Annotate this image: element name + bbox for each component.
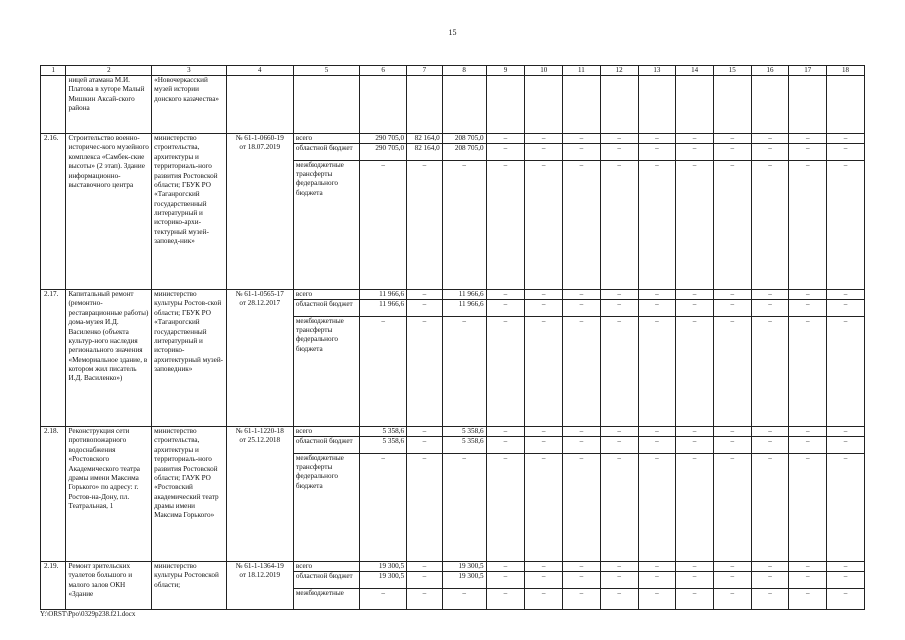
dash-value: – (676, 144, 713, 161)
amount-value: – (407, 562, 442, 572)
dash-value: – (714, 300, 751, 317)
column-number-12: 12 (600, 66, 638, 76)
year-column-18 (827, 562, 865, 610)
column-number-17: 17 (789, 66, 827, 76)
table-row (41, 427, 865, 562)
row-index: 2.18. (41, 427, 66, 562)
dash-value: – (563, 437, 600, 454)
dash-value: – (617, 588, 621, 597)
dash-value: – (487, 437, 525, 454)
amount-value: – (407, 572, 442, 589)
year-column-9 (486, 427, 525, 562)
dash-value: – (503, 588, 508, 597)
dash-value: – (752, 427, 789, 437)
page-number: 15 (448, 28, 457, 37)
year-column-9 (486, 290, 525, 427)
dash-value: – (805, 588, 810, 597)
table-row (41, 290, 865, 427)
dash-value: – (827, 144, 864, 161)
document-date: от 28.12.2017 (239, 299, 281, 308)
dash-value: – (752, 290, 789, 300)
dash-value: – (730, 316, 735, 325)
year-column-18 (827, 427, 865, 562)
amount-c8 (442, 290, 486, 427)
amount-value: – (422, 160, 427, 169)
year-column-10 (525, 290, 563, 427)
dash-value: – (789, 562, 826, 572)
funding-source: межбюджетные трансферты федерального бюджета (295, 453, 344, 490)
dash-value: – (768, 160, 772, 169)
dash-value: – (639, 572, 676, 589)
object-name: Строительство военно-историчес-кого музейного комплекса «Самбек-ские высоты» (2 этап). Здание информационно-выставочного центра (66, 134, 152, 290)
amount-c8 (442, 562, 486, 610)
dash-value: – (541, 316, 546, 325)
funding-source: всего (294, 290, 359, 300)
year-column-12 (600, 562, 638, 610)
year-column-9 (486, 134, 525, 290)
amount-value: 82 164,0 (407, 134, 442, 144)
dash-value: – (843, 316, 848, 325)
column-number-2: 2 (66, 66, 152, 76)
amount-c7 (407, 134, 443, 290)
dash-value: – (525, 427, 562, 437)
column-number-13: 13 (638, 66, 676, 76)
dash-value: – (843, 160, 848, 169)
dash-value: – (714, 290, 751, 300)
dash-value: – (487, 427, 525, 437)
dash-value: – (563, 300, 600, 317)
year-column-13 (638, 134, 676, 290)
year-column-14 (676, 562, 714, 610)
dash-value: – (601, 134, 638, 144)
dash-value: – (639, 562, 676, 572)
dash-value: – (714, 437, 751, 454)
funding-source-cell (293, 562, 359, 610)
amount-value: 5 358,6 (360, 437, 406, 454)
year-column-12 (600, 134, 638, 290)
amount-value: – (381, 453, 385, 462)
dash-value: – (655, 160, 659, 169)
year-column-10 (525, 562, 563, 610)
year-column-17 (789, 290, 827, 427)
dash-value: – (752, 562, 789, 572)
amount-value: – (462, 160, 466, 169)
column-number-3: 3 (152, 66, 226, 76)
amount-c7 (407, 562, 443, 610)
dash-value: – (487, 134, 525, 144)
funding-source: областной бюджет (294, 144, 359, 161)
continued-organization: «Новочеркасский музей истории донского казачества» (152, 76, 226, 134)
document-cell (226, 134, 293, 290)
year-column-17 (789, 427, 827, 562)
amount-value: – (407, 437, 442, 454)
dash-value: – (692, 160, 697, 169)
year-column-13 (638, 427, 676, 562)
amount-value: 5 358,6 (360, 427, 406, 437)
dash-value: – (752, 300, 789, 317)
dash-value: – (639, 290, 676, 300)
year-column-14 (676, 134, 714, 290)
document-date: от 25.12.2018 (239, 436, 281, 445)
dash-value: – (768, 316, 772, 325)
dash-value: – (676, 562, 713, 572)
year-column-15 (713, 427, 751, 562)
year-column-14 (676, 290, 714, 427)
dash-value: – (617, 453, 621, 462)
column-number-9: 9 (486, 66, 525, 76)
dash-value: – (563, 290, 600, 300)
amount-value: – (381, 588, 385, 597)
amount-c6 (360, 427, 407, 562)
dash-value: – (639, 144, 676, 161)
amount-value: – (381, 160, 385, 169)
table-row (41, 134, 865, 290)
amount-value: – (407, 290, 442, 300)
dash-value: – (714, 427, 751, 437)
dash-value: – (525, 290, 562, 300)
dash-value: – (752, 144, 789, 161)
column-number-16: 16 (751, 66, 789, 76)
year-column-16 (751, 134, 789, 290)
row-index: 2.17. (41, 290, 66, 427)
dash-value: – (676, 300, 713, 317)
column-number-11: 11 (563, 66, 601, 76)
column-number-10: 10 (525, 66, 563, 76)
column-number-row (41, 66, 865, 76)
dash-value: – (789, 144, 826, 161)
dash-value: – (563, 427, 600, 437)
dash-value: – (563, 562, 600, 572)
dash-value: – (714, 134, 751, 144)
dash-value: – (827, 562, 864, 572)
dash-value: – (655, 453, 659, 462)
document-number: № 61-1-1364-19 (235, 562, 284, 571)
dash-value: – (752, 572, 789, 589)
dash-value: – (714, 144, 751, 161)
row-index: 2.16. (41, 134, 66, 290)
dash-value: – (768, 588, 772, 597)
dash-value: – (563, 572, 600, 589)
year-column-16 (751, 562, 789, 610)
amount-value: 208 705,0 (443, 144, 486, 161)
dash-value: – (525, 134, 562, 144)
dash-value: – (617, 160, 621, 169)
dash-value: – (843, 588, 848, 597)
dash-value: – (601, 437, 638, 454)
dash-value: – (827, 290, 864, 300)
dash-value: – (503, 453, 508, 462)
dash-value: – (525, 572, 562, 589)
funding-source-cell (293, 427, 359, 562)
file-path-footer: Y:\ORST\Ppo\0329p238.f21.docx (40, 610, 136, 618)
dash-value: – (805, 160, 810, 169)
dash-value: – (676, 572, 713, 589)
dash-value: – (601, 562, 638, 572)
year-column-15 (713, 290, 751, 427)
dash-value: – (789, 300, 826, 317)
dash-value: – (563, 134, 600, 144)
dash-value: – (525, 437, 562, 454)
responsible-organization: министерство культуры Ростов-ской области; ГБУК РО «Таганрогский государственный литературный и историко-архитектурный музей-заповедник» (152, 290, 226, 427)
amount-value: 19 300,5 (443, 562, 486, 572)
dash-value: – (789, 134, 826, 144)
dash-value: – (639, 437, 676, 454)
year-column-15 (713, 134, 751, 290)
dash-value: – (639, 134, 676, 144)
year-column-18 (827, 134, 865, 290)
funding-source: областной бюджет (294, 437, 359, 454)
amount-value: 11 966,6 (360, 300, 406, 317)
amount-value: 5 358,6 (443, 427, 486, 437)
dash-value: – (601, 427, 638, 437)
amount-c6 (360, 134, 407, 290)
amount-value: 19 300,5 (360, 562, 406, 572)
dash-value: – (601, 300, 638, 317)
column-number-15: 15 (713, 66, 751, 76)
funding-source-cell (293, 134, 359, 290)
dash-value: – (789, 427, 826, 437)
row-index: 2.19. (41, 562, 66, 610)
amount-value: – (462, 316, 466, 325)
funding-source: всего (294, 134, 359, 144)
dash-value: – (541, 588, 546, 597)
document-date: от 18.12.2019 (239, 571, 281, 580)
dash-value: – (692, 316, 697, 325)
document-cell (226, 427, 293, 562)
funding-source: областной бюджет (294, 572, 359, 589)
year-column-10 (525, 134, 563, 290)
dash-value: – (525, 300, 562, 317)
year-column-13 (638, 290, 676, 427)
amount-value: 19 300,5 (360, 572, 406, 589)
dash-value: – (503, 160, 508, 169)
dash-value: – (525, 144, 562, 161)
amount-value: 5 358,6 (443, 437, 486, 454)
document-number: № 61-1-0565-17 (235, 290, 284, 299)
dash-value: – (541, 453, 546, 462)
dash-value: – (789, 437, 826, 454)
amount-value: – (422, 316, 427, 325)
dash-value: – (730, 588, 735, 597)
document-cell (226, 290, 293, 427)
year-column-12 (600, 290, 638, 427)
dash-value: – (768, 453, 772, 462)
dash-value: – (714, 572, 751, 589)
dash-value: – (655, 316, 659, 325)
funding-source: областной бюджет (294, 300, 359, 317)
dash-value: – (805, 453, 810, 462)
amount-c8 (442, 134, 486, 290)
amount-value: 11 966,6 (360, 290, 406, 300)
dash-value: – (487, 144, 525, 161)
dash-value: – (525, 562, 562, 572)
dash-value: – (601, 572, 638, 589)
dash-value: – (676, 290, 713, 300)
funding-source: межбюджетные (295, 588, 344, 597)
funding-source: межбюджетные трансферты федерального бюджета (295, 316, 344, 353)
amount-value: 290 705,0 (360, 134, 406, 144)
dash-value: – (541, 160, 546, 169)
object-name: Ремонт зрительских туалетов большого и малого залов ОКН «Здание (66, 562, 152, 610)
year-column-10 (525, 427, 563, 562)
year-column-12 (600, 427, 638, 562)
dash-value: – (789, 290, 826, 300)
dash-value: – (579, 588, 584, 597)
amount-c7 (407, 427, 443, 562)
amount-value: – (422, 588, 427, 597)
dash-value: – (827, 437, 864, 454)
amount-c8 (442, 427, 486, 562)
investment-table (40, 65, 865, 610)
year-column-16 (751, 290, 789, 427)
dash-value: – (639, 427, 676, 437)
object-name: Реконструкция сети противопожарного водоснабжения «Ростовского Академического театра драмы имени Максима Горького» по адресу: г. Ростов-на-Дону, пл. Театральная, 1 (66, 427, 152, 562)
year-column-11 (563, 562, 601, 610)
year-column-11 (563, 427, 601, 562)
dash-value: – (563, 144, 600, 161)
dash-value: – (487, 290, 525, 300)
amount-value: – (407, 300, 442, 317)
amount-c6 (360, 562, 407, 610)
document-number: № 61-1-1220-18 (235, 427, 284, 436)
document-cell (226, 562, 293, 610)
dash-value: – (692, 453, 697, 462)
responsible-organization: министерство строительства, архитектуры и территориаль-ного развития Ростовской области; ГАУК РО «Ростовский академический театр драмы имени Максима Горького» (152, 427, 226, 562)
amount-value: 19 300,5 (443, 572, 486, 589)
column-number-4: 4 (226, 66, 293, 76)
amount-value: 208 705,0 (443, 134, 486, 144)
funding-source: межбюджетные трансферты федерального бюджета (295, 160, 344, 197)
dash-value: – (789, 572, 826, 589)
year-column-11 (563, 134, 601, 290)
dash-value: – (714, 562, 751, 572)
year-column-18 (827, 290, 865, 427)
dash-value: – (827, 572, 864, 589)
dash-value: – (676, 134, 713, 144)
funding-source: всего (294, 427, 359, 437)
amount-value: – (381, 316, 385, 325)
document-number: № 61-1-0660-19 (235, 134, 284, 143)
amount-c7 (407, 290, 443, 427)
dash-value: – (827, 134, 864, 144)
amount-c6 (360, 290, 407, 427)
dash-value: – (617, 316, 621, 325)
dash-value: – (692, 588, 697, 597)
funding-source: всего (294, 562, 359, 572)
dash-value: – (579, 160, 584, 169)
column-number-18: 18 (827, 66, 865, 76)
amount-value: – (407, 427, 442, 437)
amount-value: 290 705,0 (360, 144, 406, 161)
year-column-14 (676, 427, 714, 562)
dash-value: – (843, 453, 848, 462)
year-column-16 (751, 427, 789, 562)
dash-value: – (730, 453, 735, 462)
dash-value: – (487, 572, 525, 589)
column-number-5: 5 (293, 66, 359, 76)
dash-value: – (655, 588, 659, 597)
table-row (41, 562, 865, 610)
column-number-6: 6 (360, 66, 407, 76)
year-column-15 (713, 562, 751, 610)
dash-value: – (827, 427, 864, 437)
year-column-9 (486, 562, 525, 610)
amount-value: – (422, 453, 427, 462)
dash-value: – (676, 427, 713, 437)
dash-value: – (827, 300, 864, 317)
document-date: от 18.07.2019 (239, 143, 281, 152)
responsible-organization: министерство культуры Ростовской области; (152, 562, 226, 610)
funding-source-cell (293, 290, 359, 427)
column-number-7: 7 (407, 66, 443, 76)
year-column-17 (789, 134, 827, 290)
dash-value: – (487, 562, 525, 572)
amount-value: 11 966,6 (443, 290, 486, 300)
column-number-14: 14 (676, 66, 714, 76)
year-column-17 (789, 562, 827, 610)
dash-value: – (676, 437, 713, 454)
dash-value: – (601, 144, 638, 161)
year-column-11 (563, 290, 601, 427)
dash-value: – (805, 316, 810, 325)
dash-value: – (752, 437, 789, 454)
dash-value: – (487, 300, 525, 317)
object-name: Капитальный ремонт (ремонтно-реставрационные работы) дома-музея И.Д. Василенко (объекта культур-ного наследия регионального значения «Мемориальное здание, в котором жил писатель И.Д. Василенко») (66, 290, 152, 427)
dash-value: – (752, 134, 789, 144)
continued-object-name: ницей атамана М.И. Платова в хуторе Малый Мишкин Аксай-ского района (66, 76, 152, 134)
dash-value: – (503, 316, 508, 325)
amount-value: – (462, 588, 466, 597)
amount-value: 82 164,0 (407, 144, 442, 161)
dash-value: – (579, 453, 584, 462)
dash-value: – (601, 290, 638, 300)
continued-row (41, 76, 865, 134)
dash-value: – (639, 300, 676, 317)
year-column-13 (638, 562, 676, 610)
amount-value: – (462, 453, 466, 462)
amount-value: 11 966,6 (443, 300, 486, 317)
dash-value: – (579, 316, 584, 325)
responsible-organization: министерство строительства, архитектуры и территориаль-ного развития Ростовской области; ГБУК РО «Таганрогский государственный литературный и историко-архи-тектурный музей-заповед-ник» (152, 134, 226, 290)
column-number-1: 1 (41, 66, 66, 76)
dash-value: – (730, 160, 735, 169)
column-number-8: 8 (442, 66, 486, 76)
